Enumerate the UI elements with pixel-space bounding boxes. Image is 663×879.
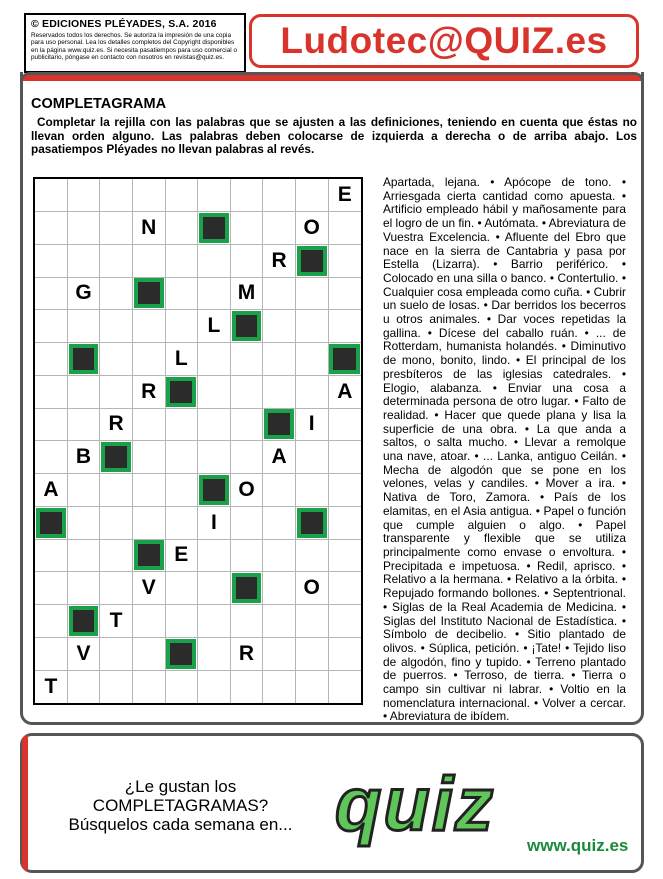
grid-empty-cell[interactable] [263, 212, 296, 245]
grid-black-cell [68, 343, 101, 376]
grid-letter-cell[interactable]: V [133, 572, 166, 605]
grid-empty-cell[interactable] [35, 572, 68, 605]
grid-empty-cell[interactable] [100, 310, 133, 343]
grid-empty-cell[interactable] [198, 343, 231, 376]
grid-empty-cell[interactable] [165, 507, 198, 540]
grid-empty-cell[interactable] [198, 441, 231, 474]
grid-empty-cell[interactable] [165, 179, 198, 212]
grid-empty-cell[interactable] [328, 605, 361, 638]
grid-letter-cell[interactable]: O [231, 474, 264, 507]
site-link[interactable]: www.quiz.es [527, 836, 629, 855]
grid-empty-cell[interactable] [328, 408, 361, 441]
grid-empty-cell[interactable] [263, 572, 296, 605]
grid-empty-cell[interactable] [100, 376, 133, 409]
promo-line-2: COMPLETAGRAMAS? [92, 796, 269, 815]
grid-letter-cell[interactable]: L [165, 343, 198, 376]
grid-letter-cell[interactable]: I [198, 507, 231, 540]
grid-letter-cell[interactable]: I [296, 408, 329, 441]
grid-empty-cell[interactable] [263, 638, 296, 671]
promo-text [58, 777, 303, 834]
grid-empty-cell[interactable] [68, 408, 101, 441]
grid-empty-cell[interactable] [165, 474, 198, 507]
grid-empty-cell[interactable] [133, 310, 166, 343]
grid-black-cell [296, 245, 329, 278]
grid-empty-cell[interactable] [198, 277, 231, 310]
grid-empty-cell[interactable] [35, 310, 68, 343]
grid-letter-cell[interactable]: L [198, 310, 231, 343]
grid-empty-cell[interactable] [231, 539, 264, 572]
grid-empty-cell[interactable] [133, 605, 166, 638]
grid-empty-cell[interactable] [231, 212, 264, 245]
grid-empty-cell[interactable] [263, 179, 296, 212]
grid-empty-cell[interactable] [165, 310, 198, 343]
grid-black-cell [133, 277, 166, 310]
grid-letter-cell[interactable]: R [263, 245, 296, 278]
grid-empty-cell[interactable] [68, 507, 101, 540]
grid-empty-cell[interactable] [133, 179, 166, 212]
grid-empty-cell[interactable] [198, 670, 231, 703]
grid-empty-cell[interactable] [100, 670, 133, 703]
grid-letter-cell[interactable]: O [296, 212, 329, 245]
grid-letter-cell[interactable]: N [133, 212, 166, 245]
publisher-name: © EDICIONES PLÉYADES, S.A. 2016 [31, 18, 217, 30]
grid-empty-cell[interactable] [328, 572, 361, 605]
grid-empty-cell[interactable] [263, 507, 296, 540]
grid-empty-cell[interactable] [35, 605, 68, 638]
grid-empty-cell[interactable] [165, 605, 198, 638]
grid-empty-cell[interactable] [35, 179, 68, 212]
grid-letter-cell[interactable]: A [35, 474, 68, 507]
grid-empty-cell[interactable] [100, 245, 133, 278]
grid-empty-cell[interactable] [133, 408, 166, 441]
grid-black-cell [328, 343, 361, 376]
grid-empty-cell[interactable] [231, 507, 264, 540]
grid-empty-cell[interactable] [35, 408, 68, 441]
grid-black-cell [231, 572, 264, 605]
grid-empty-cell[interactable] [296, 343, 329, 376]
grid-black-cell [35, 507, 68, 540]
grid-empty-cell[interactable] [263, 605, 296, 638]
puzzle-grid[interactable] [33, 177, 363, 705]
grid-empty-cell[interactable] [68, 310, 101, 343]
grid-empty-cell[interactable] [328, 277, 361, 310]
grid-empty-cell[interactable] [263, 310, 296, 343]
grid-empty-cell[interactable] [328, 441, 361, 474]
grid-empty-cell[interactable] [263, 376, 296, 409]
grid-empty-cell[interactable] [100, 179, 133, 212]
grid-empty-cell[interactable] [35, 343, 68, 376]
grid-empty-cell[interactable] [328, 245, 361, 278]
grid-black-cell [231, 310, 264, 343]
grid-empty-cell[interactable] [263, 539, 296, 572]
grid-black-cell [198, 212, 231, 245]
footer-accent [22, 735, 28, 871]
grid-black-cell [263, 408, 296, 441]
promo-line-1: ¿Le gustan los [124, 777, 237, 796]
grid-empty-cell[interactable] [231, 441, 264, 474]
grid-empty-cell[interactable] [100, 277, 133, 310]
grid-empty-cell[interactable] [263, 277, 296, 310]
grid-empty-cell[interactable] [328, 670, 361, 703]
grid-empty-cell[interactable] [100, 638, 133, 671]
grid-empty-cell[interactable] [165, 441, 198, 474]
grid-empty-cell[interactable] [133, 441, 166, 474]
grid-letter-cell[interactable]: A [263, 441, 296, 474]
grid-empty-cell[interactable] [100, 507, 133, 540]
grid-empty-cell[interactable] [165, 572, 198, 605]
grid-letter-cell[interactable]: E [165, 539, 198, 572]
grid-empty-cell[interactable] [296, 376, 329, 409]
brand-title: Ludotec@QUIZ.es [280, 20, 608, 61]
grid-empty-cell[interactable] [35, 539, 68, 572]
grid-black-cell [296, 507, 329, 540]
grid-empty-cell[interactable] [231, 343, 264, 376]
grid-empty-cell[interactable] [231, 376, 264, 409]
grid-empty-cell[interactable] [296, 605, 329, 638]
grid-empty-cell[interactable] [100, 212, 133, 245]
grid-empty-cell[interactable] [100, 343, 133, 376]
grid-empty-cell[interactable] [263, 343, 296, 376]
rights-notice: Reservados todos los derechos. Se autoriza la impresión de una copia para uso personal. Lea los detalles completos del Copyright disponibles en la página www.quiz.es. Si necesita pasatiempos para uso comercial o publicitario, póngase en contacto con nosotros en revistas@quiz.es. [31, 32, 238, 61]
grid-black-cell [198, 474, 231, 507]
grid-empty-cell[interactable] [198, 638, 231, 671]
grid-empty-cell[interactable] [328, 539, 361, 572]
grid-empty-cell[interactable] [133, 670, 166, 703]
grid-empty-cell[interactable] [165, 670, 198, 703]
grid-letter-cell[interactable]: E [328, 179, 361, 212]
grid-empty-cell[interactable] [296, 441, 329, 474]
grid-empty-cell[interactable] [165, 212, 198, 245]
grid-empty-cell[interactable] [198, 408, 231, 441]
grid-letter-cell[interactable]: M [231, 277, 264, 310]
grid-empty-cell[interactable] [328, 212, 361, 245]
grid-empty-cell[interactable] [133, 638, 166, 671]
grid-empty-cell[interactable] [165, 245, 198, 278]
grid-empty-cell[interactable] [133, 343, 166, 376]
grid-letter-cell[interactable]: R [133, 376, 166, 409]
grid-empty-cell[interactable] [328, 474, 361, 507]
grid-empty-cell[interactable] [133, 474, 166, 507]
grid-empty-cell[interactable] [263, 670, 296, 703]
grid-empty-cell[interactable] [100, 572, 133, 605]
grid-letter-cell[interactable]: V [68, 638, 101, 671]
grid-empty-cell[interactable] [296, 277, 329, 310]
grid-empty-cell[interactable] [296, 638, 329, 671]
grid-empty-cell[interactable] [198, 245, 231, 278]
grid-empty-cell[interactable] [231, 670, 264, 703]
grid-empty-cell[interactable] [35, 245, 68, 278]
grid-empty-cell[interactable] [328, 310, 361, 343]
grid-empty-cell[interactable] [328, 507, 361, 540]
grid-empty-cell[interactable] [296, 179, 329, 212]
grid-empty-cell[interactable] [68, 212, 101, 245]
grid-empty-cell[interactable] [165, 277, 198, 310]
quiz-logo[interactable] [335, 762, 495, 847]
grid-black-cell [165, 376, 198, 409]
grid-empty-cell[interactable] [68, 245, 101, 278]
grid-empty-cell[interactable] [133, 507, 166, 540]
grid-letter-cell[interactable]: T [100, 605, 133, 638]
grid-empty-cell[interactable] [35, 376, 68, 409]
grid-empty-cell[interactable] [198, 179, 231, 212]
grid-empty-cell[interactable] [100, 539, 133, 572]
definitions-list: Apartada, lejana. • Apócope de tono. • Arriesgada cierta cantidad como apuesta. • Artificio empleado hábil y mañosamente para el logro de un fin. • Autómata. • Abreviatura de Vuestra Excelencia. • Afluente del Ebro que nace en la sierra de Cantabria y pasa por Estella (Lizarra). • Barrio periférico. • Colocado en una silla o banco. • Contertulio. • Cualquier cosa empleada como cuña. • Cubrir un suelo de losas. • Dar berridos los becerros u otros animales. • Dar voces repetidas la gallina. • Dícese del caballo ruán. • ... de Rotterdam, humanista holandés. • Diminutivo de mono, bonito, lindo. • El principal de los presbíteros de las iglesias catedrales. • Elogio, alabanza. • Enviar una cosa a determinada persona de otro lugar. • Falto de realidad. • Hacer que quede plana y lisa la superficie de una obra. • La que anda a saltos, o salta mucho. • Llevar a remolque una nave, atoar. • ... Lanka, antiguo Ceilán. • Mecha de algodón que se pone en los velones, velas y candiles. • Mover a ira. • Nativa de Toro, Zamora. • País de los elamitas, en el Asia antigua. • Papel o función que cumple alguien o algo. • Papel transparente y flexible que se utiliza principalmente como envase o envoltura. • Precipitada e impetuosa. • Redil, aprisco. • Relativo a la hermana. • Relativo a la órbita. • Repujado formando bollones. • Septentrional. • Siglas de la Real Academia de Medicina. • Siglas del Instituto Nacional de Estadística. • Símbolo de decibelio. • Sitio plantado de olivos. • Súplica, petición. • ¡Tate! • Tejido liso de algodón, fino y tupido. • Terreno plantado de puerros. • Terroso, de tierra. • Tierra o campo sin cultivar ni labrar. • Voltio en la nomenclatura internacional. • Volver a cercar. • Abreviatura de ibídem. [383, 175, 626, 724]
grid-empty-cell[interactable] [68, 179, 101, 212]
grid-empty-cell[interactable] [35, 638, 68, 671]
grid-empty-cell[interactable] [68, 670, 101, 703]
copyright-box [24, 13, 246, 73]
promo-line-3: Búsquelos cada semana en... [68, 815, 293, 834]
grid-empty-cell[interactable] [231, 605, 264, 638]
puzzle-instructions: Completar la rejilla con las palabras que se ajusten a las definiciones, teniendo en cuenta que éstas no llevan orden alguno. Las palabras deben colocarse de izquierda a derecha o de arriba abajo. Los pasatiempos Pléyades no llevan palabras al revés. [31, 115, 637, 156]
grid-letter-cell[interactable]: B [68, 441, 101, 474]
grid-letter-cell[interactable]: R [100, 408, 133, 441]
grid-empty-cell[interactable] [296, 670, 329, 703]
grid-empty-cell[interactable] [100, 474, 133, 507]
grid-empty-cell[interactable] [68, 474, 101, 507]
grid-empty-cell[interactable] [68, 572, 101, 605]
grid-letter-cell[interactable]: G [68, 277, 101, 310]
grid-empty-cell[interactable] [296, 539, 329, 572]
grid-empty-cell[interactable] [198, 539, 231, 572]
grid-black-cell [133, 539, 166, 572]
puzzle-title: COMPLETAGRAMA [31, 96, 167, 112]
quiz-logo-word: quiz [335, 762, 495, 847]
grid-empty-cell[interactable] [198, 605, 231, 638]
grid-black-cell [68, 605, 101, 638]
grid-empty-cell[interactable] [231, 245, 264, 278]
grid-empty-cell[interactable] [68, 376, 101, 409]
grid-letter-cell[interactable]: T [35, 670, 68, 703]
grid-empty-cell[interactable] [35, 277, 68, 310]
grid-letter-cell[interactable]: O [296, 572, 329, 605]
grid-empty-cell[interactable] [68, 539, 101, 572]
grid-empty-cell[interactable] [198, 572, 231, 605]
brand-banner[interactable] [249, 14, 639, 68]
grid-empty-cell[interactable] [296, 310, 329, 343]
grid-empty-cell[interactable] [263, 474, 296, 507]
grid-empty-cell[interactable] [133, 245, 166, 278]
grid-empty-cell[interactable] [165, 408, 198, 441]
grid-letter-cell[interactable]: R [231, 638, 264, 671]
grid-black-cell [100, 441, 133, 474]
grid-empty-cell[interactable] [231, 408, 264, 441]
grid-black-cell [165, 638, 198, 671]
grid-empty-cell[interactable] [198, 376, 231, 409]
grid-empty-cell[interactable] [35, 212, 68, 245]
grid-empty-cell[interactable] [231, 179, 264, 212]
grid-empty-cell[interactable] [35, 441, 68, 474]
grid-empty-cell[interactable] [328, 638, 361, 671]
grid-empty-cell[interactable] [296, 474, 329, 507]
grid-letter-cell[interactable]: A [328, 376, 361, 409]
